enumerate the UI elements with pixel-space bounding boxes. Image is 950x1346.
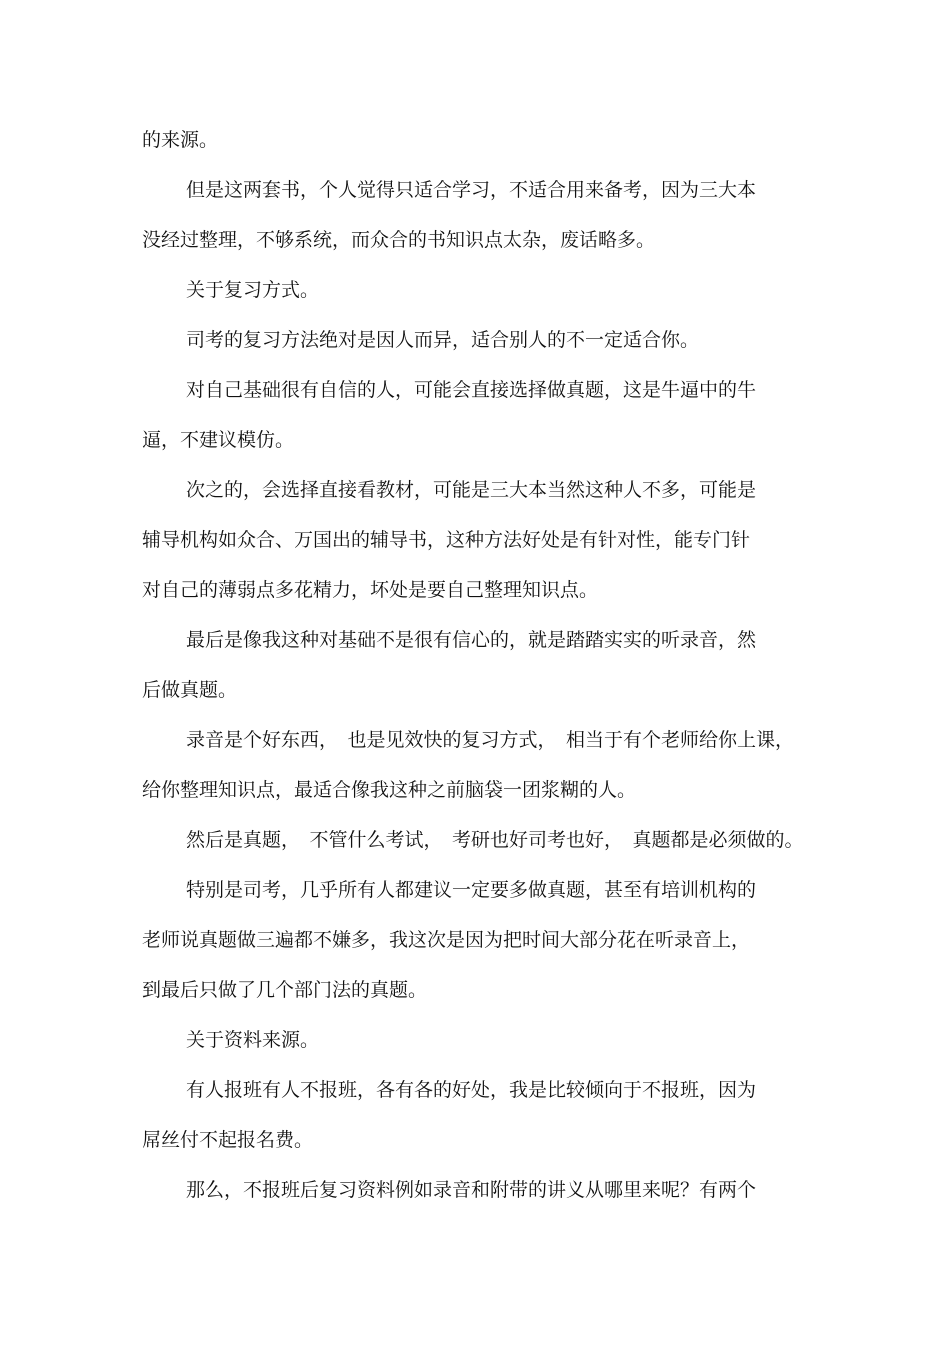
text-line: 录音是个好东西， 也是见效快的复习方式， 相当于有个老师给你上课， (186, 729, 795, 751)
text-line: 没经过整理，不够系统，而众合的书知识点太杂，废话略多。 (142, 229, 656, 251)
text-line: 对自己基础很有自信的人，可能会直接选择做真题，这是牛逼中的牛 (186, 379, 757, 401)
text-line: 老师说真题做三遍都不嫌多，我这次是因为把时间大部分花在听录音上， (142, 929, 751, 951)
text-line: 但是这两套书，个人觉得只适合学习，不适合用来备考，因为三大本 (186, 179, 757, 201)
text-line: 最后是像我这种对基础不是很有信心的，就是踏踏实实的听录音，然 (186, 629, 757, 651)
text-line: 有人报班有人不报班，各有各的好处，我是比较倾向于不报班，因为 (186, 1079, 757, 1101)
body-text (142, 120, 804, 1220)
section-heading: 关于资料来源。 (186, 1029, 320, 1051)
text-line: 到最后只做了几个部门法的真题。 (142, 979, 428, 1001)
text-line: 辅导机构如众合、万国出的辅导书，这种方法好处是有针对性，能专门针 (142, 529, 751, 551)
text-line: 逼，不建议模仿。 (142, 429, 295, 451)
text-line: 司考的复习方法绝对是因人而异，适合别人的不一定适合你。 (186, 329, 700, 351)
text-line: 屌丝付不起报名费。 (142, 1129, 314, 1151)
text-line: 次之的，会选择直接看教材，可能是三大本当然这种人不多，可能是 (186, 479, 757, 501)
section-heading: 关于复习方式。 (186, 279, 320, 301)
text-line: 那么，不报班后复习资料例如录音和附带的讲义从哪里来呢？有两个 (186, 1179, 757, 1201)
text-line: 的来源。 (142, 129, 219, 151)
text-line: 后做真题。 (142, 679, 238, 701)
text-line: 对自己的薄弱点多花精力，坏处是要自己整理知识点。 (142, 579, 599, 601)
text-line: 特别是司考，几乎所有人都建议一定要多做真题，甚至有培训机构的 (186, 879, 757, 901)
text-line: 然后是真题， 不管什么考试， 考研也好司考也好， 真题都是必须做的。 (186, 829, 804, 851)
text-line: 给你整理知识点，最适合像我这种之前脑袋一团浆糊的人。 (142, 779, 637, 801)
